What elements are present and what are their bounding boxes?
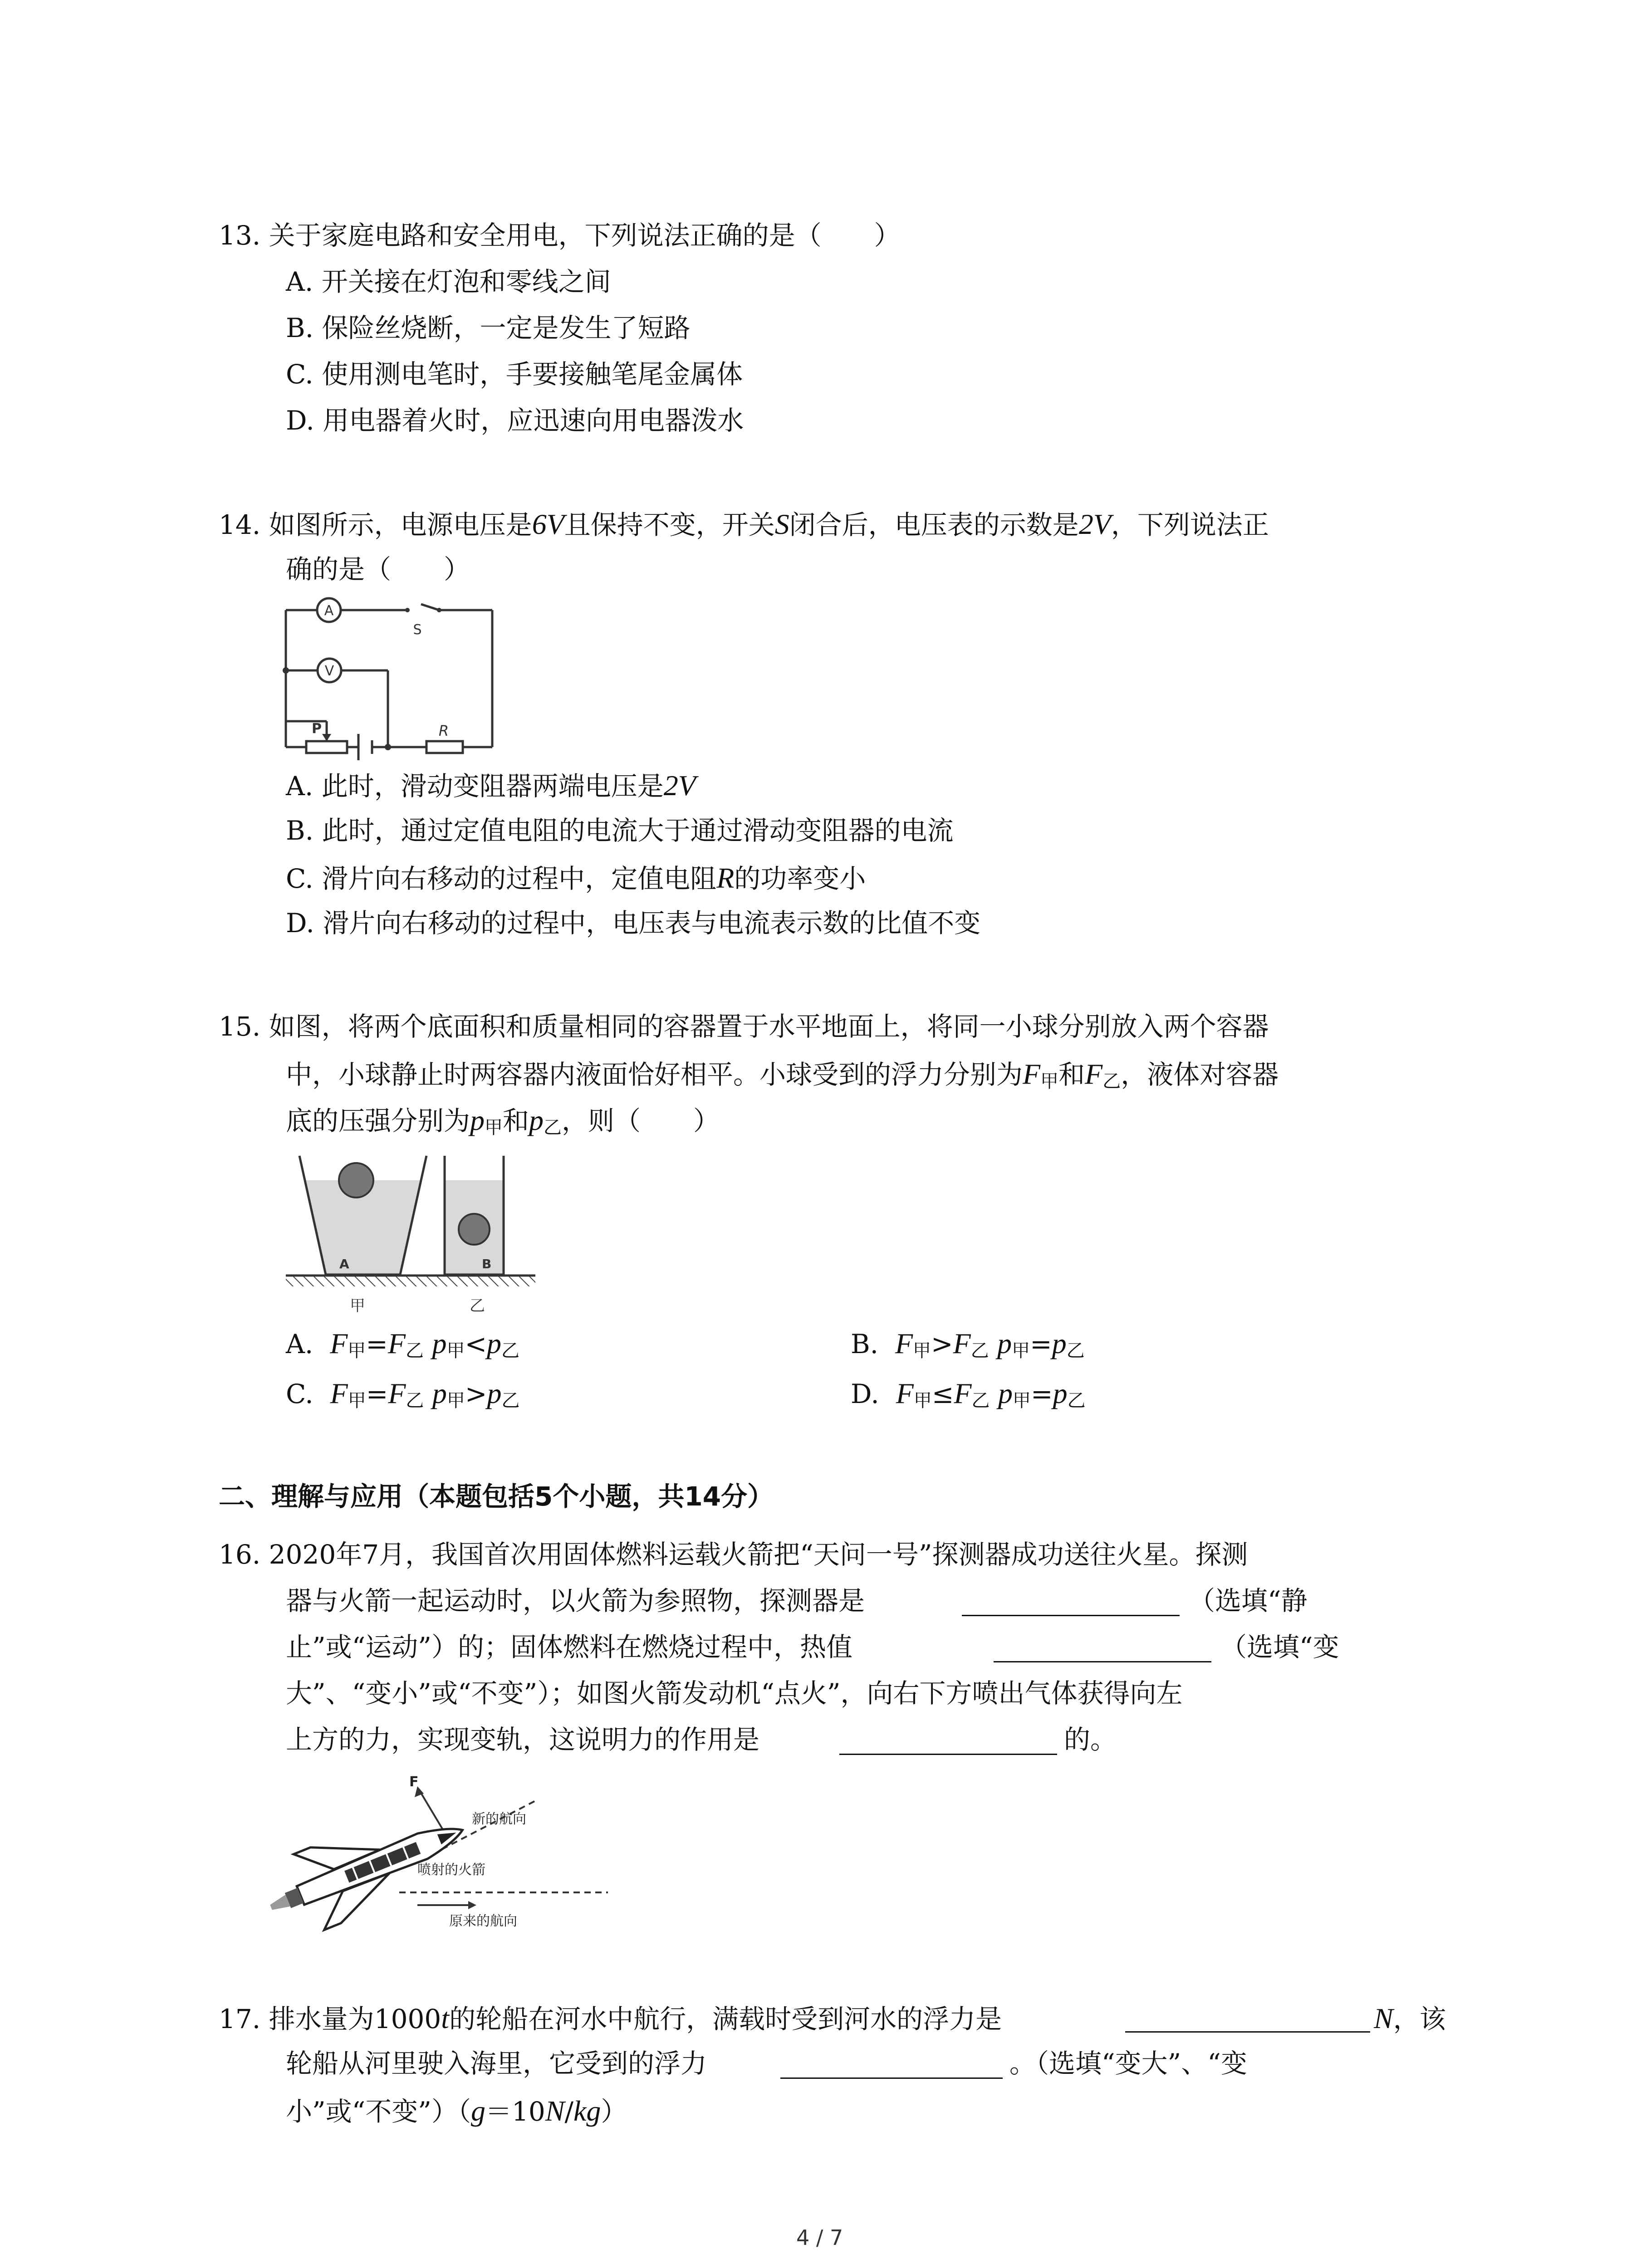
new-course-label: 新的航向 [472,1811,526,1827]
switch-label: S [413,622,422,638]
q16-blank-2[interactable] [994,1661,1211,1662]
q14-stem-line1: 14. 如图所示，电源电压是6V且保持不变，开关S闭合后，电压表的示数是2V，下列说法正 [219,508,1269,540]
q17-line2: 轮船从河里驶入海里，它受到的浮力 [286,2048,707,2079]
q13-stem: 13. 关于家庭电路和安全用电，下列说法正确的是（ ） [219,220,901,251]
q17-line3: 小”或“不变”）（g＝10N/kg） [286,2095,627,2127]
q16-line4: 大”、“变小”或“不变”）；如图火箭发动机“点火”，向右下方喷出气体获得向左 [286,1678,1183,1709]
q17-line1: 17. 排水量为1000t的轮船在河水中航行，满载时受到河水的浮力是 [219,2002,1002,2034]
q16-line3: 止”或“运动”）的；固体燃料在燃烧过程中，热值 [286,1632,852,1662]
old-course-label: 原来的航向 [449,1913,517,1929]
q17-line1-tail: N，该 [1374,2002,1446,2034]
q15-option-d: D. $F_甲\le F_乙$ $p_甲=p_乙$ [851,1377,1086,1411]
resistor-label: R [438,722,449,739]
ammeter-label: A [324,603,334,619]
q14-option-a: A. 此时，滑动变阻器两端电压是2V [286,769,696,802]
force-label: F [409,1774,419,1790]
q15-option-b: B. $F_甲>F_乙$ $p_甲=p_乙$ [851,1327,1085,1361]
q16-line3-tail: （选填“变 [1220,1632,1339,1662]
q16-blank-3[interactable] [839,1754,1057,1755]
q14-option-c: C. 滑片向右移动的过程中，定值电阻R的功率变小 [286,862,866,894]
q17-blank-2[interactable] [780,2077,1003,2079]
q16-line2: 器与火箭一起运动时，以火箭为参照物，探测器是 [286,1585,865,1616]
q15-stem-line2: 中，小球静止时两容器内液面恰好相平。小球受到的浮力分别为$F_甲$和$F_乙$，液体对容器 [286,1058,1279,1092]
container-jia-caption: 甲 [350,1297,365,1315]
q15-stem-line1: 15. 如图，将两个底面积和质量相同的容器置于水平地面上，将同一小球分别放入两个容器 [219,1011,1269,1042]
q17-blank-1[interactable] [1125,2031,1370,2033]
q16-line2-tail: （选填“静 [1189,1585,1308,1616]
q16-rocket-diagram [281,1774,617,1937]
q13-option-b: B. 保险丝烧断，一定是发生了短路 [286,313,691,343]
q16-line1: 16. 2020年7月，我国首次用固体燃料运载火箭把“天问一号”探测器成功送往火星。探测 [219,1539,1248,1570]
container-b-label: B [482,1256,492,1271]
page-number: 4 / 7 [796,2225,843,2250]
q16-line5-tail: 的。 [1064,1724,1117,1755]
slider-label: P [312,721,322,737]
q13-option-d: D. 用电器着火时，应迅速向用电器泼水 [286,405,744,436]
q17-line2-tail: 。（选填“变大”、“变 [1009,2048,1247,2079]
jet-rocket-label: 喷射的火箭 [417,1862,485,1878]
container-yi-caption: 乙 [470,1297,485,1315]
q13-option-c: C. 使用测电笔时，手要接触笔尾金属体 [286,359,743,390]
q13-option-a: A. 开关接在灯泡和零线之间 [286,266,611,297]
q15-stem-line3: 底的压强分别为$p_甲$和$p_乙$，则（ ） [286,1104,720,1138]
q16-blank-1[interactable] [962,1615,1180,1616]
q14-option-d: D. 滑片向右移动的过程中，电压表与电流表示数的比值不变 [286,908,981,938]
q14-circuit-diagram [272,599,508,758]
q15-option-c: C. $F_甲=F_乙$ $p_甲>p_乙$ [286,1377,520,1411]
section-2-title: 二、理解与应用（本题包括5个小题，共14分） [219,1481,774,1512]
q14-option-b: B. 此时，通过定值电阻的电流大于通过滑动变阻器的电流 [286,815,954,846]
voltmeter-label: V [324,663,334,679]
q15-containers-diagram [281,1152,544,1325]
q14-stem-line2: 确的是（ ） [286,554,470,585]
q15-option-a: A. $F_甲=F_乙$ $p_甲<p_乙$ [286,1327,520,1361]
container-a-label: A [339,1256,349,1271]
q16-line5: 上方的力，实现变轨，这说明力的作用是 [286,1724,760,1755]
